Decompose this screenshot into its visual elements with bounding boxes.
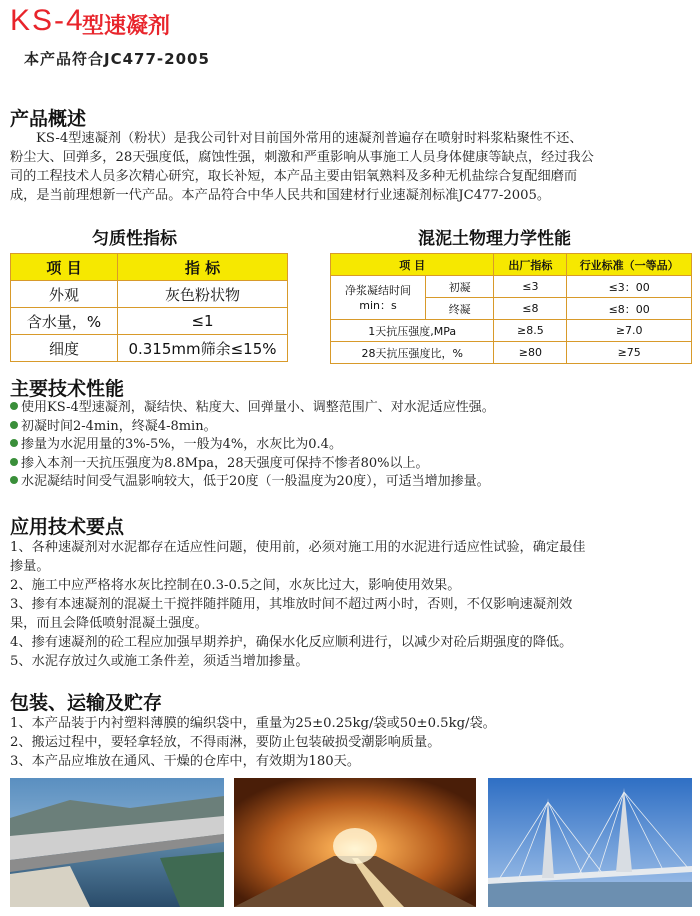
table-cell: ≤3 bbox=[494, 276, 567, 298]
bullet-icon bbox=[10, 421, 18, 429]
list-item-text: 使用KS-4型速凝剂，凝结快、粘度大、回弹量小、调整范围广、对水泥适应性强。 bbox=[21, 400, 495, 415]
packaging-line: 1、本产品装于内衬塑料薄膜的编织袋中，重量为25±0.25kg/袋或50±0.5kg/袋。 bbox=[10, 716, 496, 731]
table-cell: ≥8.5 bbox=[494, 320, 567, 342]
table-cell: 1天抗压强度,MPa bbox=[331, 320, 494, 342]
table-cell: ≤1 bbox=[118, 308, 288, 335]
table-cell: ≤8：00 bbox=[567, 298, 692, 320]
table-cell: 细度 bbox=[11, 335, 118, 362]
bridge-image bbox=[488, 778, 692, 907]
table-cell: ≥75 bbox=[567, 342, 692, 364]
uniformity-title: 匀质性指标 bbox=[92, 229, 177, 249]
list-item-text: 掺入本剂一天抗压强度为8.8Mpa，28天强度可保持不惨者80%以上。 bbox=[21, 455, 429, 471]
table-row bbox=[331, 320, 692, 342]
application-list bbox=[10, 538, 696, 671]
bullet-icon bbox=[10, 402, 18, 410]
table-cell: ≤8 bbox=[494, 298, 567, 320]
overview-line: 司的工程技术人员多次精心研究，取长补短，本产品主要由铝氧熟料及多种无机盐综合复配细磨而 bbox=[10, 169, 578, 184]
product-subtitle: 型速凝剂 bbox=[82, 14, 171, 39]
header-cell: 项 目 bbox=[331, 254, 494, 276]
table-row bbox=[331, 342, 692, 364]
list-item-text: 掺量为水泥用量的3%-5%，一般为4%，水灰比为0.4。 bbox=[21, 437, 342, 452]
table-cell: 28天抗压强度比，% bbox=[331, 342, 494, 364]
table-row bbox=[331, 276, 692, 298]
application-line: 掺量。 bbox=[10, 559, 50, 574]
uniformity-table bbox=[10, 253, 288, 362]
list-item bbox=[10, 455, 495, 474]
standard-line: 本产品符合JC477-2005 bbox=[24, 50, 210, 68]
table-row bbox=[11, 308, 288, 335]
table-cell: 0.315mm筛余≤15% bbox=[118, 335, 288, 362]
list-item-text: 水泥凝结时间受气温影响较大，低于20度（一般温度为20度），可适当增加掺量。 bbox=[21, 474, 490, 489]
overview-line: KS-4型速凝剂（粉状）是我公司针对目前国外常用的速凝剂普遍存在喷射时料浆粘聚性不还、 bbox=[36, 131, 583, 146]
table-cell: ≥80 bbox=[494, 342, 567, 364]
packaging-heading: 包装、运输及贮存 bbox=[10, 692, 163, 714]
product-code: KS-4 bbox=[10, 4, 85, 37]
header-cell: 出厂指标 bbox=[494, 254, 567, 276]
dam-image bbox=[10, 778, 224, 907]
table-cell: 外观 bbox=[11, 281, 118, 308]
tunnel-photo bbox=[234, 778, 476, 907]
application-heading: 应用技术要点 bbox=[10, 516, 125, 538]
header-cell: 指 标 bbox=[118, 254, 288, 281]
bullet-icon bbox=[10, 476, 18, 484]
header-cell: 项 目 bbox=[11, 254, 118, 281]
table-header-row bbox=[11, 254, 288, 281]
table-cell: 初凝 bbox=[426, 276, 494, 298]
mechanics-table bbox=[330, 253, 692, 364]
application-line: 果，而且会降低喷射混凝土强度。 bbox=[10, 616, 208, 631]
application-line: 4、掺有速凝剂的砼工程应加强早期养护，确保水化反应顺利进行，以减少对砼后期强度的降低。 bbox=[10, 635, 573, 650]
mechanics-title: 混泥土物理力学性能 bbox=[418, 229, 571, 249]
dam-photo bbox=[10, 778, 224, 907]
bullet-icon bbox=[10, 458, 18, 466]
table-header-row bbox=[331, 254, 692, 276]
table-row bbox=[11, 281, 288, 308]
table-cell: 灰色粉状物 bbox=[118, 281, 288, 308]
list-item bbox=[10, 418, 495, 437]
header-cell: 行业标准（一等品） bbox=[567, 254, 692, 276]
tech-list bbox=[10, 399, 495, 492]
table-cell: 终凝 bbox=[426, 298, 494, 320]
overview-line: 成，是当前理想新一代产品。本产品符合中华人民共和国建材行业速凝剂标准JC477-2005。 bbox=[10, 188, 551, 203]
bridge-photo bbox=[488, 778, 692, 907]
application-line: 2、施工中应严格将水灰比控制在0.3-0.5之间，水灰比过大，影响使用效果。 bbox=[10, 578, 461, 593]
list-item bbox=[10, 473, 495, 492]
overview-heading: 产品概述 bbox=[10, 108, 87, 130]
application-line: 1、各种速凝剂对水泥都存在适应性问题，使用前，必须对施工用的水泥进行适应性试验，确定最佳 bbox=[10, 540, 586, 555]
application-line: 5、水泥存放过久或施工条件差，须适当增加掺量。 bbox=[10, 654, 309, 669]
packaging-line: 3、本产品应堆放在通风、干燥的仓库中，有效期为180天。 bbox=[10, 754, 361, 769]
table-cell: ≥7.0 bbox=[567, 320, 692, 342]
application-line: 3、掺有本速凝剂的混凝土干搅拌随拌随用，其堆放时间不超过两小时，否则，不仅影响速凝剂效 bbox=[10, 597, 573, 612]
tech-heading: 主要技术性能 bbox=[10, 378, 125, 400]
tunnel-image bbox=[234, 778, 476, 907]
overview-paragraph bbox=[10, 129, 692, 205]
list-item-text: 初凝时间2-4min，终凝4-8min。 bbox=[21, 418, 217, 434]
table-cell: ≤3：00 bbox=[567, 276, 692, 298]
setting-time-label: 净浆凝结时间 min：s bbox=[331, 276, 426, 320]
table-cell: 含水量，% bbox=[11, 308, 118, 335]
list-item bbox=[10, 399, 495, 418]
bullet-icon bbox=[10, 439, 18, 447]
list-item bbox=[10, 436, 495, 455]
packaging-line: 2、搬运过程中，要轻拿轻放，不得雨淋，要防止包装破损受潮影响质量。 bbox=[10, 735, 441, 750]
table-row bbox=[11, 335, 288, 362]
overview-line: 粉尘大、回弹多，28天强度低，腐蚀性强，刺激和严重影响从事施工人员身体健康等缺点，经过我公 bbox=[10, 150, 594, 165]
packaging-list bbox=[10, 714, 696, 771]
